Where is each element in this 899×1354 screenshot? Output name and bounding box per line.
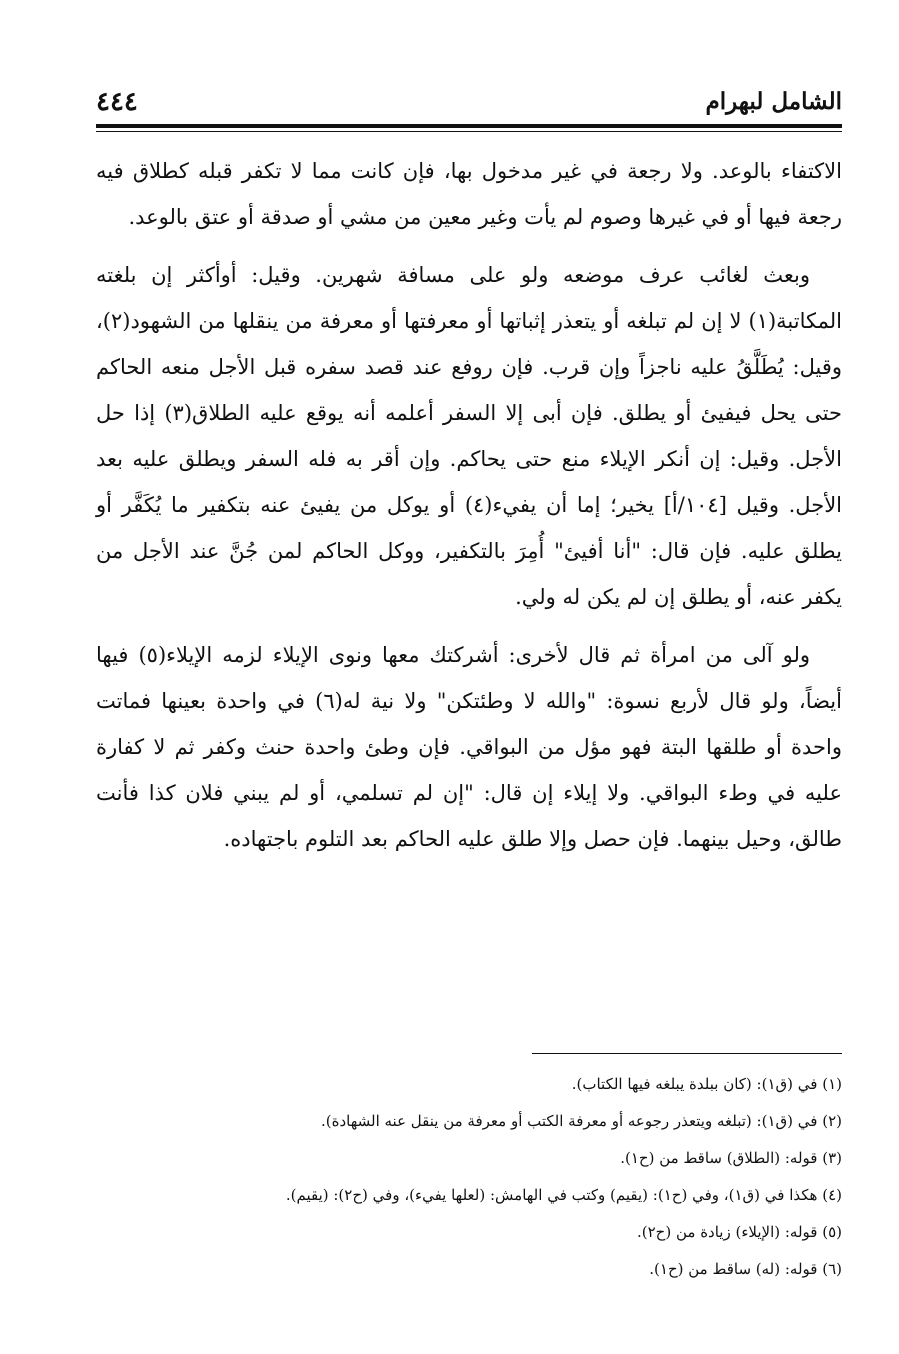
- footnote-5: (٥) قوله: (الإيلاء) زيادة من (ح٢).: [636, 1223, 842, 1241]
- paragraph-2: وبعث لغائب عرف موضعه ولو على مسافة شهرين. وقيل: أوأكثر إن بلغته المكاتبة(١) لا إن لم تبلغه أو يتعذر إثباتها أو معرفتها أو معرفة من ينقلها من الشهود(٢)، وقيل: يُطَلَّقُ عليه ناجزاً وإن قرب. فإن روفع عند قصد سفره قبل الأجل منعه الحاكم حتى يحل فيفيئ أو يطلق. فإن أبى إلا السفر أعلمه أنه يوقع عليه الطلاق(٣) إذا حل الأجل. وقيل: إن أنكر الإيلاء منع حتى يحاكم. وإن أقر به فله السفر ويطلق عليه بعد الأجل. وقيل [١٠٤/أ] يخير؛ إما أن يفيء(٤) أو يوكل من يفيئ عنه بتكفير ما يُكَفَّر أو يطلق عليه. فإن قال: "أنا أفيئ" أُمِرَ بالتكفير، ووكل الحاكم لمن جُنَّ عند الأجل من يكفر عنه، أو يطلق إن لم يكن له ولي.: [96, 263, 843, 609]
- footnote-separator: [532, 1053, 842, 1054]
- footnote-2: (٢) في (ق١): (تبلغه ويتعذر رجوعه أو معرفة الكتب أو معرفة من ينقل عنه الشهادة).: [320, 1112, 842, 1130]
- footnote-3: (٣) قوله: (الطلاق) ساقط من (ح١).: [620, 1149, 842, 1167]
- page-header: [96, 78, 842, 122]
- footnote-1: (١) في (ق١): (كان ببلدة يبلغه فيها الكتاب).: [571, 1075, 842, 1093]
- header-rule-thick: [96, 124, 842, 128]
- footnotes: [96, 1066, 842, 1288]
- page-number: ٤٤٤: [96, 87, 138, 117]
- paragraph-1: الاكتفاء بالوعد. ولا رجعة في غير مدخول بها، فإن كانت مما لا تكفر قبله كطلاق فيه رجعة فيها أو في غيرها وصوم لم يأت وغير معين من مشي أو صدقة أو عتق بالوعد.: [96, 159, 842, 229]
- footnote-4: (٤) هكذا في (ق١)، وفي (ح١): (يقيم) وكتب في الهامش: (لعلها يفيء)، وفي (ح٢): (يقيم).: [285, 1186, 842, 1204]
- running-title: الشامل لبهرام: [705, 88, 842, 115]
- footnote-6: (٦) قوله: (له) ساقط من (ح١).: [649, 1260, 842, 1278]
- main-text: [96, 148, 842, 862]
- header-rule-thin: [96, 131, 842, 132]
- paragraph-3: ولو آلى من امرأة ثم قال لأخرى: أشركتك معها ونوى الإيلاء لزمه الإيلاء(٥) فيها أيضاً، ولو قال لأربع نسوة: "والله لا وطئتكن" ولا نية له(٦) في واحدة بعينها فماتت واحدة أو طلقها البتة فهو مؤل من البواقي. فإن وطئ واحدة حنث وكفر ثم لا كفارة عليه في وطء البواقي. ولا إيلاء إن قال: "إن لم تسلمي، أو لم يبني فلان كذا فأنت طالق، وحيل بينهما. فإن حصل وإلا طلق عليه الحاكم بعد التلوم باجتهاده.: [96, 643, 842, 851]
